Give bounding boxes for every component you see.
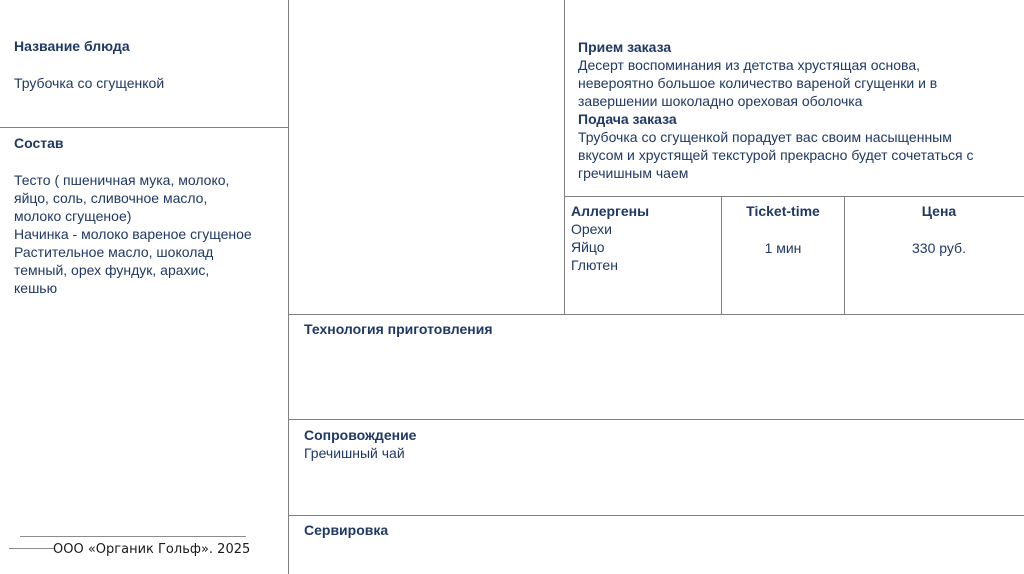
order-serving-label: Подача заказа [578, 111, 677, 127]
composition-line: темный, орех фундук, арахис, [14, 262, 210, 278]
allergen-item: Яйцо [571, 239, 605, 255]
divider-vertical-middle [564, 0, 565, 314]
composition-line: Растительное масло, шоколад [14, 244, 214, 260]
divider-horizontal-left [0, 127, 289, 128]
price-value: 330 руб. [912, 240, 966, 256]
order-serving-line: вкусом и хрустящей текстурой прекрасно будет сочетаться с [578, 147, 974, 163]
allergen-item: Глютен [571, 257, 618, 273]
order-serving-line: Трубочка со сгущенкой порадует вас своим насыщенным [578, 129, 952, 145]
footer-copyright: ООО «Органик Гольф». 2025 [53, 542, 251, 557]
order-reception-line: Десерт воспоминания из детства хрустящая основа, [578, 57, 920, 73]
divider-horizontal-tech [288, 419, 1024, 420]
ticket-time-value: 1 мин [764, 240, 802, 256]
dish-name-label: Название блюда [14, 38, 130, 54]
allergen-item: Орехи [571, 221, 612, 237]
order-reception-label: Прием заказа [578, 39, 672, 55]
allergens-block [571, 202, 719, 274]
accompaniment-label: Сопровождение [304, 427, 417, 443]
ticket-time-label: Ticket-time [746, 203, 820, 219]
accompaniment-value: Гречишный чай [304, 445, 405, 461]
order-reception-line: завершении шоколадно ореховая оболочка [578, 93, 863, 109]
footer-rule-bottom [9, 548, 55, 549]
composition-label: Состав [14, 135, 64, 151]
price-label: Цена [921, 203, 957, 219]
divider-vertical-left [288, 0, 289, 574]
divider-horizontal-top [288, 314, 1024, 315]
composition-line: молоко сгущеное) [14, 208, 132, 224]
composition-text [14, 171, 286, 297]
order-block [578, 38, 1022, 182]
composition-line: яйцо, соль, сливочное масло, [14, 190, 208, 206]
divider-horizontal-order [564, 196, 1024, 197]
allergens-label: Аллергены [571, 203, 650, 219]
footer-rule-top [20, 536, 246, 537]
composition-line: Тесто ( пшеничная мука, молоко, [14, 172, 230, 188]
dish-name-value: Трубочка со сгущенкой [14, 75, 165, 91]
technology-label: Технология приготовления [304, 321, 493, 337]
divider-horizontal-accomp [288, 515, 1024, 516]
presentation-label: Сервировка [304, 522, 389, 538]
order-reception-line: невероятно большое количество вареной сгущенки и в [578, 75, 938, 91]
order-serving-line: гречишным чаем [578, 165, 689, 181]
composition-line: кешью [14, 280, 58, 296]
composition-line: Начинка - молоко вареное сгущеное [14, 226, 252, 242]
